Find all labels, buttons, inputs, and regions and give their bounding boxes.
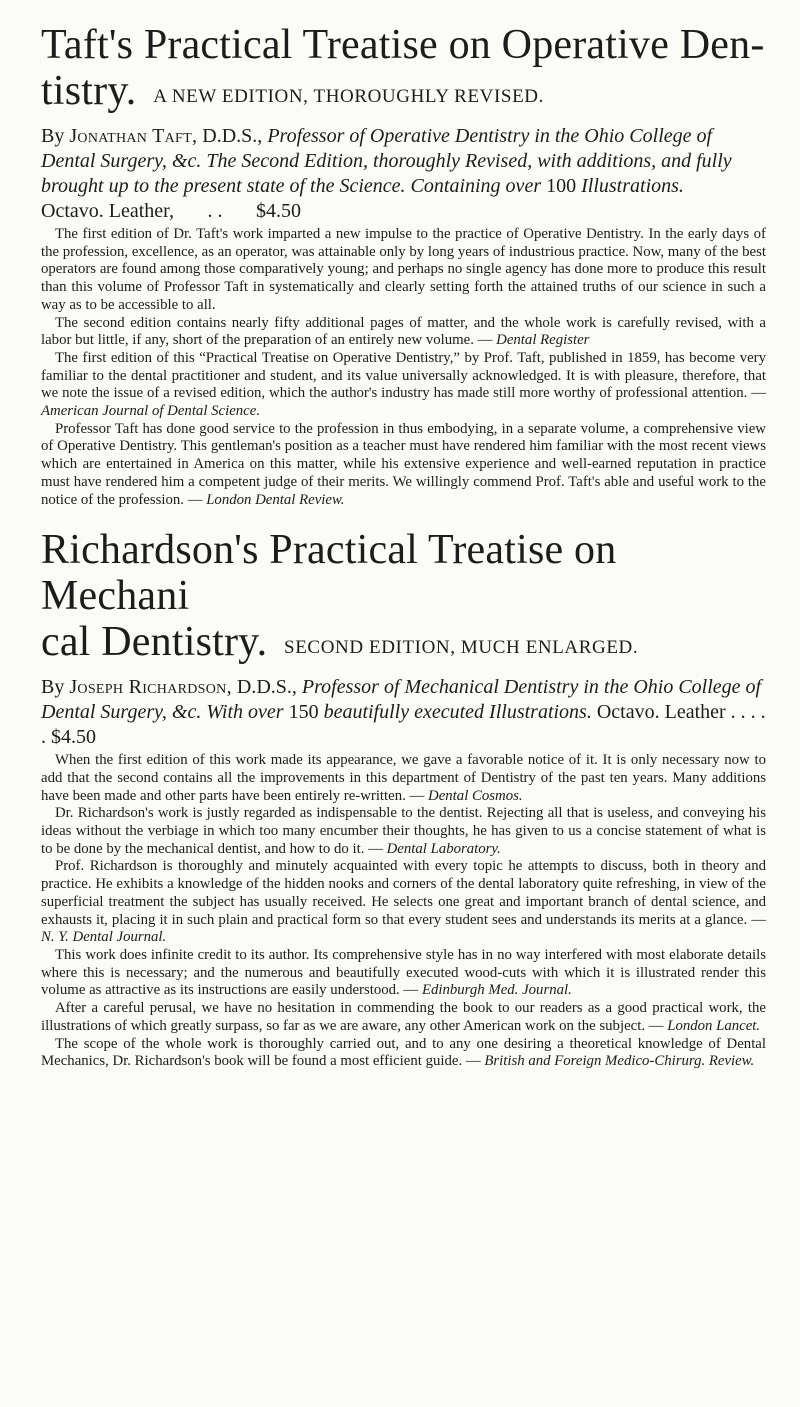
review-text: The second edition contains nearly fifty additional pages of matter, and the whole work is carefully revised, with a labor but little, if any, short of the preparation of an entirely new volume. — — [41, 314, 766, 349]
review-source: Edinburgh Med. Journal. — [421, 982, 572, 999]
taft-count: 100 — [546, 175, 577, 197]
taft-title-line2: tistry. — [41, 68, 137, 114]
richardson-title-line2: cal Dentistry. — [41, 619, 268, 666]
review-paragraph — [41, 350, 766, 421]
taft-description: Professor of Operative Dentistry in the Ohio College of Dental Surgery, &c. The Second Edition, thoroughly Revised, with additions, and fully brought up to the present state of the Science. Containing over — [41, 125, 732, 197]
review-text: This work does infinite credit to its author. Its comprehensive style has in no way interfered with most elaborate details where this is necessary; and the numerous and beautifully executed wood-cuts with which it is illustrated render this volume as attractive as its instructions are easily understood. — — [41, 946, 766, 999]
review-text: The scope of the whole work is thoroughly carried out, and to any one desiring a theoretical knowledge of Dental Mechanics, Dr. Richardson's book will be found a most efficient guide. — — [41, 1035, 766, 1070]
richardson-title — [41, 527, 766, 671]
richardson-entry — [41, 527, 766, 1071]
review-text: Prof. Richardson is thoroughly and minutely acquainted with every topic he attempts to discuss, both in theory and practice. He exhibits a knowledge of the hidden nooks and corners of the dental laboratory quite refreshing, in view of the superficial treatment the subject has usually received. He selects one great and important branch of dental science, and exhausts it, placing it in such plain and practical form so that every student sees and understands its merits at a glance. — — [41, 858, 766, 928]
review-paragraph — [41, 421, 766, 510]
richardson-author: Joseph Richardson, — [69, 676, 232, 699]
taft-price-row — [41, 199, 301, 224]
review-paragraph — [41, 805, 766, 858]
taft-price: $4.50 — [256, 200, 301, 222]
review-source: London Dental Review. — [206, 491, 345, 508]
taft-format: Octavo. Leather, — [41, 200, 175, 222]
richardson-edition: SECOND EDITION, MUCH ENLARGED. — [284, 637, 639, 659]
review-source: American Journal of Dental Science. — [41, 403, 261, 420]
taft-dots: . . — [207, 200, 223, 222]
taft-illustrations: Illustrations. — [581, 175, 684, 197]
review-source: London Lancet. — [667, 1017, 761, 1034]
review-text: After a careful perusal, we have no hesitation in commending the book to our readers as a good practical work, the illustrations of which greatly surpass, so far as we are aware, any other American work on the subject. — — [41, 1000, 766, 1034]
review-text: The first edition of this “Practical Treatise on Operative Dentistry,” by Prof. Taft, published in 1859, has become very familiar to the dental practitioner and student, and its value universally acknowledged. It is with pleasure, therefore, that we note the issue of a revised edition, which the author's industry has made still more worthy of professional attention. — — [41, 349, 766, 402]
richardson-degree: D.D.S., — [236, 676, 297, 699]
taft-reviews — [41, 226, 766, 509]
review-paragraph — [41, 226, 766, 315]
richardson-count: 150 — [288, 701, 319, 724]
review-paragraph — [41, 315, 766, 350]
richardson-description: Professor of Mechanical Dentistry in the Ohio College of Dental Surgery, &c. With over — [41, 676, 762, 724]
richardson-dots: . . . . . — [41, 701, 766, 749]
review-text: Professor Taft has done good service to the profession in thus embodying, in a separate volume, a comprehensive view of Operative Dentistry. This gentleman's position as a teacher must have rendered him familiar with the most recent views which are entertained in America on this matter, while his extensive experience and well-earned reputation in practice must have rendered him a competent judge of their merits. We willingly commend Prof. Taft's able and useful work to the notice of the profession. — — [41, 420, 766, 508]
richardson-illustrations: beautifully executed Illustrations. — [323, 701, 592, 724]
richardson-price: $4.50 — [51, 726, 96, 749]
review-paragraph — [41, 752, 766, 805]
review-source: Dental Register — [496, 332, 590, 349]
richardson-by: By — [41, 676, 65, 699]
taft-byline — [41, 124, 766, 224]
richardson-format: Octavo. Leather — [596, 701, 726, 724]
review-paragraph — [41, 1036, 766, 1071]
taft-edition: A NEW EDITION, THOROUGHLY REVISED. — [153, 86, 544, 107]
review-source: Dental Cosmos. — [428, 787, 523, 804]
taft-degree: D.D.S., — [202, 125, 263, 147]
review-text: When the first edition of this work made its appearance, we gave a favorable notice of it. It is only necessary now to add that the second contains all the improvements in this department of Dentistry of the past ten years. Many additions have been made and other parts have been entirely re-written. — — [41, 752, 766, 804]
review-paragraph — [41, 858, 766, 947]
taft-entry — [41, 22, 766, 509]
review-text: Dr. Richardson's work is justly regarded as indispensable to the dentist. Rejecting all that is useless, and conveying his ideas without the verbiage in which too many encumber their thoughts, he has given to us a concise statement of what is to be done by the mechanical dentist, and how to do it. — — [41, 805, 766, 857]
richardson-byline — [41, 675, 766, 750]
review-source: N. Y. Dental Journal. — [41, 929, 167, 946]
richardson-reviews — [41, 752, 766, 1071]
review-paragraph — [41, 1000, 766, 1035]
taft-by: By — [41, 125, 65, 147]
review-source: Dental Laboratory. — [386, 840, 501, 857]
taft-title-line1: Taft's Practical Treatise on Operative Den- — [41, 22, 765, 68]
taft-author: Jonathan Taft, — [69, 125, 198, 147]
review-text: The first edition of Dr. Taft's work imparted a new impulse to the practice of Operative Dentistry. In the early days of the profession, excellence, as an operator, was attainable only by long years of industrious practice. Now, many of the best operators are found among those comparatively young; and perhaps no single agency has done more to produce this result than this volume of Professor Taft in systematically and clearly setting forth the attained truths of our science in such a way as to be accessible to all. — [41, 226, 766, 313]
review-source: British and Foreign Medico-Chirurg. Review. — [484, 1053, 755, 1070]
taft-title — [41, 22, 766, 120]
richardson-title-line1: Richardson's Practical Treatise on Mechani — [41, 527, 617, 620]
review-paragraph — [41, 947, 766, 1000]
